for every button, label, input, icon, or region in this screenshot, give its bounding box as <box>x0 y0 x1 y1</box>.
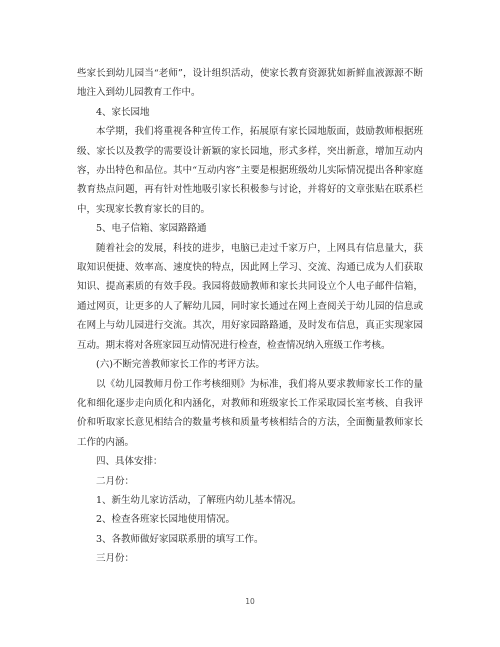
paragraph: 4、家长园地 <box>96 106 150 118</box>
paragraph: 三月份： <box>96 553 135 565</box>
paragraph: 四、具体安排： <box>96 456 163 468</box>
paragraph: 些家长到幼儿园当“老师”，设计组织活动，使家长教育资源犹如新鲜血液源源不断地注入到幼儿园教育工作中。 <box>77 68 423 99</box>
paragraph: 随着社会的发展，科技的进步，电脑已走过千家万户，上网具有信息量大，获取知识便捷、效率高、速度快的特点，因此网上学习、交流、沟通已成为人们获取知识、提高素质的有效手段。我园将鼓励教师和家长共同设立个人电子邮件信箱，通过网页，让更多的人了解幼儿园，同时家长通过在网上查阅关于幼儿园的信息或在网上与幼儿园进行交流。其次，用好家园路路通，及时发布信息，真正实现家园互动。期末将对各班家园互动情况进行检查，检查情况纳入班级工作考核。 <box>77 242 423 351</box>
document-body <box>77 64 423 569</box>
paragraph: (六)不断完善教师家长工作的考评方法。 <box>96 359 265 371</box>
paragraph: 3、各教师做好家园联系册的填写工作。 <box>96 533 264 545</box>
paragraph: 以《幼儿园教师月份工作考核细则》为标准，我们将从要求教师家长工作的量化和细化逐步走向质化和内涵化，对教师和班级家长工作采取园长室考核、自我评价和听取家长意见相结合的数量考核和质量考核相结合的方法，全面衡量教师家长工作的内涵。 <box>77 378 423 448</box>
paragraph: 本学期，我们将重视各种宣传工作，拓展原有家长园地版面，鼓励教师根据班级、家长以及教学的需要设计新颖的家长园地，形式多样，突出新意，增加互动内容，办出特色和品位。其中“互动内容”主要是根据班级幼儿实际情况提出各种家庭教育热点问题，再有针对性地吸引家长积极参与讨论，并将好的文章张贴在联系栏中，实现家长教育家长的目的。 <box>77 126 423 215</box>
paragraph: 5、电子信箱、家园路路通 <box>96 223 207 235</box>
page-number: 10 <box>245 597 255 606</box>
paragraph: 1、新生幼儿家访活动，了解班内幼儿基本情况。 <box>96 494 302 506</box>
paragraph: 2、检查各班家长园地使用情况。 <box>96 514 236 526</box>
paragraph: 二月份： <box>96 475 135 487</box>
